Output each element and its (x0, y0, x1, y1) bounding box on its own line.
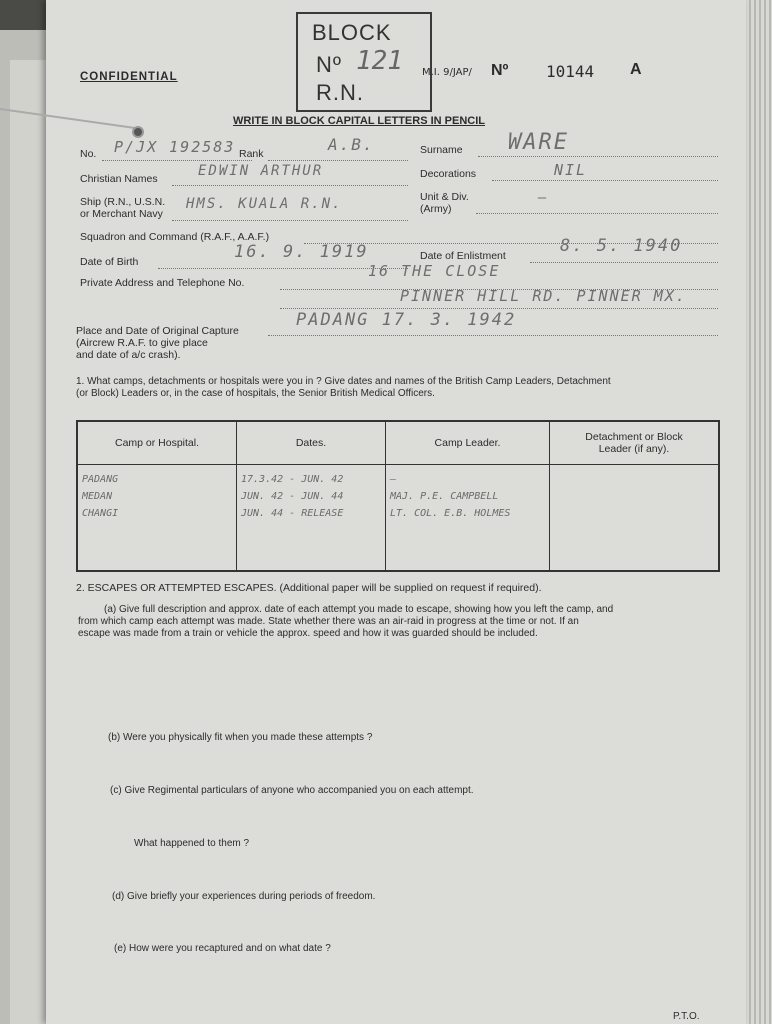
punch-hole (132, 126, 144, 138)
camp-cell (77, 465, 237, 572)
document-suffix: A (630, 61, 642, 78)
surname-label: Surname (420, 144, 463, 156)
camp-entry: CHANGI (82, 508, 119, 519)
stamp-block-text: BLOCK (312, 20, 392, 45)
address-line1: 16 THE CLOSE (368, 262, 501, 280)
date-of-birth-value: 16. 9. 1919 (234, 242, 369, 262)
document-number: 10144 (546, 62, 595, 81)
capture-label-line2: (Aircrew R.A.F. to give place (76, 337, 208, 349)
detachment-header-line1: Detachment or Block (585, 431, 683, 443)
enlistment-label: Date of Enlistment (420, 250, 506, 262)
christian-names-value: EDWIN ARTHUR (198, 163, 324, 179)
stamp-rn-text: R.N. (316, 80, 364, 105)
question-2e: (e) How were you recaptured and on what date ? (114, 943, 331, 954)
service-number-label: No. (80, 148, 97, 160)
stamp-no-value: 121 (356, 46, 403, 76)
dates-entry: JUN. 44 - RELEASE (241, 508, 344, 519)
reference-code: M.I. 9/JAP/ (422, 67, 472, 78)
leader-column-header: Camp Leader. (386, 421, 550, 465)
question-2a-line3: escape was made from a train or vehicle the approx. speed and how it was guarded should be included. (78, 628, 538, 639)
camp-entry: MEDAN (82, 491, 113, 502)
ship-label-line2: or Merchant Navy (80, 208, 163, 220)
question-1-line2: (or Block) Leaders or, in the case of hospitals, the Senior British Medical Officers. (76, 388, 435, 399)
question-2a-line1: (a) Give full description and approx. date of each attempt you made to escape, showing how you left the camp, and (104, 604, 614, 615)
confidential-label: CONFIDENTIAL (80, 71, 178, 83)
camp-column-header: Camp or Hospital. (77, 421, 237, 465)
detachment-cell (550, 465, 720, 572)
unit-label-line2: (Army) (420, 203, 452, 215)
surname-value: WARE (508, 130, 569, 155)
question-2d: (d) Give briefly your experiences during periods of freedom. (112, 891, 376, 902)
address-line2: PINNER HILL RD. PINNER MX. (400, 287, 687, 305)
block-stamp (296, 12, 432, 112)
form-page (46, 0, 746, 1024)
leader-entry: LT. COL. E.B. HOLMES (390, 508, 511, 519)
christian-names-label: Christian Names (80, 173, 158, 185)
stamp-no-text: Nº (316, 52, 342, 77)
instruction-heading: WRITE IN BLOCK CAPITAL LETTERS IN PENCIL (233, 115, 485, 127)
decorations-value: NIL (554, 161, 588, 179)
unit-label-line1: Unit & Div. (420, 191, 469, 203)
please-turn-over: P.T.O. (673, 1011, 700, 1022)
question-2a-line2: from which camp each attempt was made. State whether there was an air-raid in progress at the time or not. If an (78, 616, 579, 627)
enlistment-value: 8. 5. 1940 (560, 236, 683, 256)
dates-entry: 17.3.42 - JUN. 42 (241, 474, 344, 485)
detachment-header-line2: Leader (if any). (598, 443, 670, 455)
leader-entry: — (390, 474, 397, 485)
squadron-label: Squadron and Command (R.A.F., A.A.F.) (80, 231, 270, 243)
dates-entry: JUN. 42 - JUN. 44 (241, 491, 344, 502)
question-2c-followup: What happened to them ? (134, 838, 250, 849)
leader-cell (386, 465, 550, 572)
ship-label-line1: Ship (R.N., U.S.N. (80, 196, 166, 208)
question-1-line1: 1. What camps, detachments or hospitals were you in ? Give dates and names of the British Camp Leaders, Detachment (76, 376, 611, 387)
camps-table (76, 420, 720, 572)
rank-value: A.B. (328, 135, 375, 154)
question-2c: (c) Give Regimental particulars of anyone who accompanied you on each attempt. (110, 785, 474, 796)
camp-entry: PADANG (82, 474, 119, 485)
dates-column-header: Dates. (237, 421, 386, 465)
rank-label: Rank (239, 148, 264, 160)
unit-value: — (538, 190, 549, 206)
address-label: Private Address and Telephone No. (80, 277, 245, 289)
capture-label-line3: and date of a/c crash). (76, 349, 181, 361)
capture-value: PADANG 17. 3. 1942 (296, 310, 517, 330)
capture-label-line1: Place and Date of Original Capture (76, 325, 239, 337)
decorations-label: Decorations (420, 168, 477, 180)
dates-cell (237, 465, 386, 572)
number-label: Nº (491, 62, 509, 79)
leader-entry: MAJ. P.E. CAMPBELL (390, 491, 499, 502)
question-2b: (b) Were you physically fit when you made these attempts ? (108, 732, 373, 743)
question-2-title: 2. ESCAPES OR ATTEMPTED ESCAPES. (Additional paper will be supplied on request if required). (76, 582, 542, 594)
service-number-value: P/JX 192583 (114, 138, 236, 156)
date-of-birth-label: Date of Birth (80, 256, 139, 268)
underlying-paper-edge (10, 60, 50, 1024)
detachment-column-header (550, 421, 720, 465)
ship-value: HMS. KUALA R.N. (186, 196, 343, 212)
table-row (77, 465, 719, 572)
